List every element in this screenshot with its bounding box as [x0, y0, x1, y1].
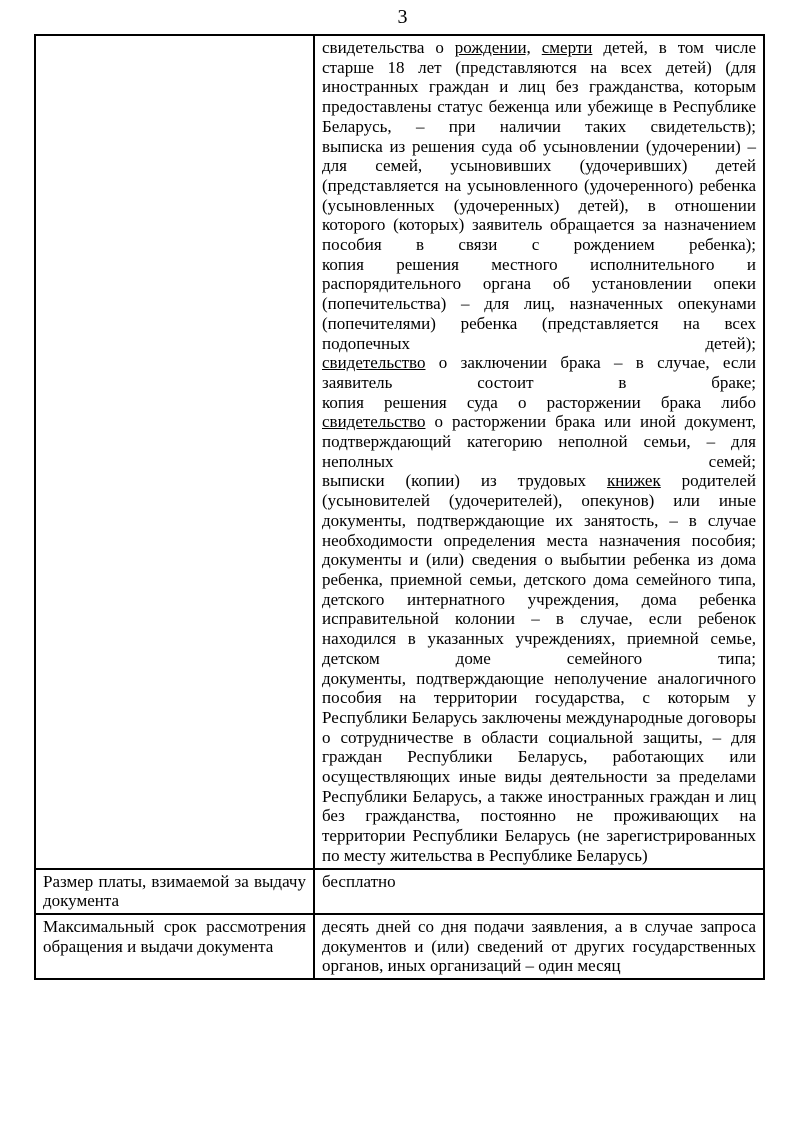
documents-value-cell [314, 35, 764, 869]
text-run: копия решения местного исполнительного и распорядительного органа об установлении опеки (попечительства) – для лиц, назначенных опекунами (попечителями) ребенка (представляется на всех подопечных детей); [322, 254, 756, 353]
underlined-term: свидетельство [322, 412, 426, 432]
document-paragraph [322, 393, 756, 472]
text-run: документы, подтверждающие неполучение аналогичного пособия на территории государства, с которым у Республики Беларусь заключены международные договоры о сотрудничестве в области социальной защиты, – для граждан Республики Беларусь, работающих или осуществляющих иные виды деятельности за пределами Республики Беларусь, а также иностранных граждан и лиц без гражданства, постоянно не проживающих на территории Республики Беларусь (не зарегистрированных по месту жительства в Республике Беларусь) [322, 668, 756, 865]
document-paragraph [322, 38, 756, 137]
text-run: о расторжении брака или иной документ, подтверждающий категорию неполной семьи, – для неполных семей; [322, 412, 756, 471]
text-run: копия решения суда о расторжении брака либо [322, 392, 756, 412]
document-paragraph [322, 353, 756, 392]
term-label-cell: Максимальный срок рассмотрения обращения и выдачи документа [35, 914, 314, 979]
underlined-term: книжек [606, 471, 661, 491]
document-paragraph [322, 137, 756, 255]
document-paragraph [322, 550, 756, 668]
fee-label-cell: Размер платы, взимаемой за выдачу документа [35, 869, 314, 914]
text-run: детей, в том числе старше 18 лет (представляются на всех детей) (для иностранных граждан и лиц без гражданства, которым предоставлены статус беженца или убежище в Республике Беларусь, – при наличии таких свидетельств); [322, 38, 757, 136]
table-row-fee [35, 869, 764, 914]
table-row-documents [35, 35, 764, 869]
document-paragraph [322, 255, 756, 354]
page-number: 3 [397, 6, 408, 28]
table-row-term [35, 914, 764, 979]
fee-value-cell: бесплатно [314, 869, 764, 914]
document-table [34, 34, 765, 980]
document-paragraph [322, 471, 756, 550]
documents-label-cell-empty [35, 35, 314, 869]
document-paragraph [322, 669, 756, 866]
underlined-term: смерти [541, 38, 593, 57]
term-value-cell: десять дней со дня подачи заявления, а в случае запроса документов и (или) сведений от других государственных органов, иных организаций – один месяц [314, 914, 764, 979]
underlined-term: свидетельство [322, 353, 426, 373]
text-run: родителей (усыновителей (удочерителей), опекунов) или иные документы, подтверждающие их занятость, – в случае необходимости определения места назначения пособия; [322, 471, 757, 550]
text-run: выписки (копии) из трудовых [322, 471, 607, 491]
text-run [531, 38, 542, 57]
text-run: выписка из решения суда об усыновлении (удочерении) – для семей, усыновивших (удочеривших) детей (представляется на усыновленного (удочеренного) ребенка (усыновленных (удочеренных) детей), в отношении которого (которых) заявитель обращается за назначением пособия в связи с рождением ребенка); [322, 136, 756, 255]
underlined-term: рождении, [454, 38, 531, 57]
text-run: свидетельства о [322, 38, 455, 57]
text-run: о заключении брака – в случае, если заявитель состоит в браке; [322, 353, 756, 392]
text-run: документы и (или) сведения о выбытии ребенка из дома ребенка, приемной семьи, детского дома семейного типа, детского интернатного учреждения, дома ребенка исправительной колонии – в случае, если ребенок находился в указанных учреждениях, приемной семье, детском доме семейного типа; [322, 550, 756, 668]
